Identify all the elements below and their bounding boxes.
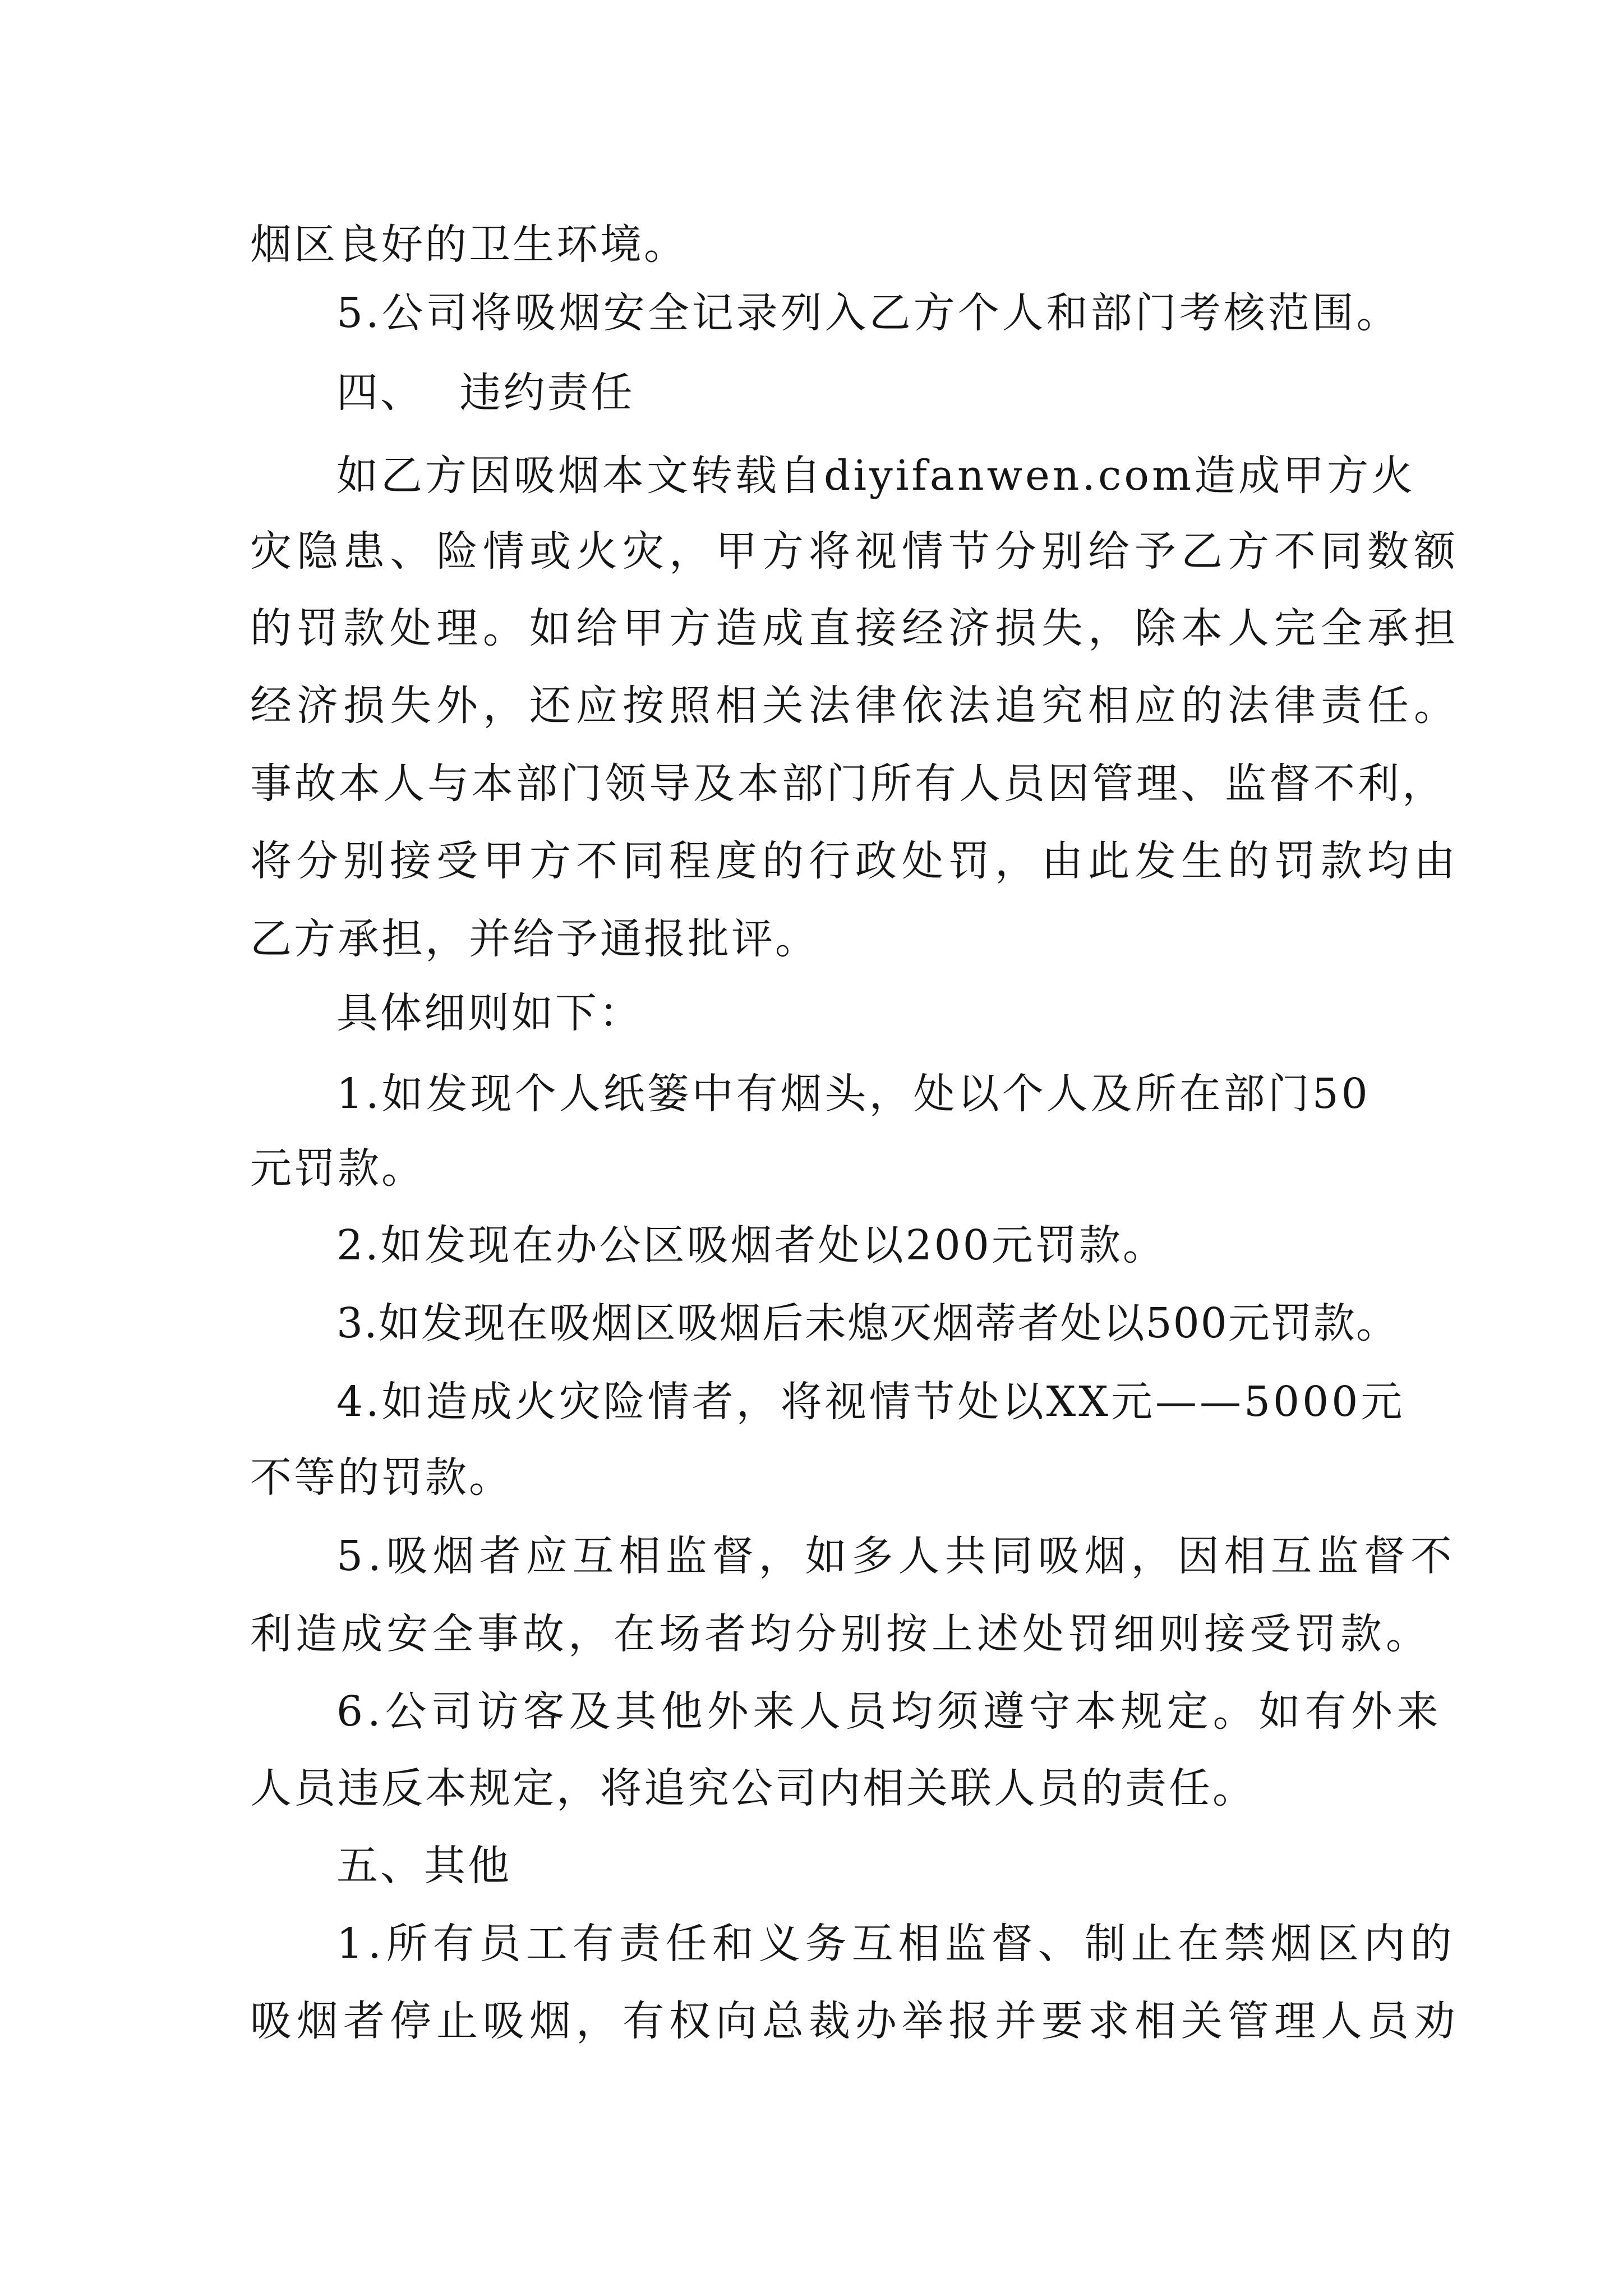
list-item-line: 5.吸烟者应互相监督，如多人共同吸烟，因相互监督不 — [336, 1532, 1457, 1580]
text-line: 5.公司将吸烟安全记录列入乙方个人和部门考核范围。 — [336, 289, 1401, 337]
text-line: 灾隐患、险情或火灾，甲方将视情节分别给予乙方不同数额 — [250, 527, 1460, 576]
text-line: 元罚款。 — [250, 1144, 425, 1193]
text-line: 具体细则如下： — [336, 989, 643, 1037]
list-item-line: 3.如发现在吸烟区吸烟后未熄灭烟蒂者处以500元罚款。 — [336, 1299, 1399, 1347]
text-line: 不等的罚款。 — [250, 1453, 513, 1502]
list-item-line: 2.如发现在办公区吸烟者处以200元罚款。 — [336, 1221, 1166, 1269]
text-line: 乙方承担，并给予通报批评。 — [250, 915, 819, 963]
list-item-line: 1.如发现个人纸篓中有烟头，处以个人及所在部门50 — [336, 1070, 1371, 1118]
text-line: 如乙方因吸烟本文转载自diyifanwen.com造成甲方火 — [336, 452, 1416, 500]
list-item-line: 1.所有员工有责任和义务互相监督、制止在禁烟区内的 — [336, 1920, 1457, 1968]
text-line: 事故本人与本部门领导及本部门所有人员因管理、监督不利， — [250, 760, 1446, 808]
list-item-line: 4.如造成火灾险情者，将视情节处以XX元——5000元 — [336, 1378, 1405, 1426]
section-heading: 四、 违约责任 — [336, 369, 635, 417]
text-line: 将分别接受甲方不同程度的行政处罚，由此发生的罚款均由 — [250, 837, 1460, 885]
section-heading: 五、其他 — [336, 1842, 511, 1890]
text-line: 吸烟者停止吸烟，有权向总裁办举报并要求相关管理人员劝 — [250, 1997, 1460, 2045]
text-line: 烟区良好的卫生环境。 — [250, 220, 688, 269]
text-line: 人员违反本规定，将追究公司内相关联人员的责任。 — [250, 1764, 1256, 1812]
list-item-line: 6.公司访客及其他外来人员均须遵守本规定。如有外来 — [336, 1687, 1443, 1736]
text-line: 经济损失外，还应按照相关法律依法追究相应的法律责任。 — [250, 682, 1460, 730]
text-line: 利造成安全事故，在场者均分别按上述处罚细则接受罚款。 — [250, 1610, 1431, 1658]
text-line: 的罚款处理。如给甲方造成直接经济损失，除本人完全承担 — [250, 604, 1460, 652]
